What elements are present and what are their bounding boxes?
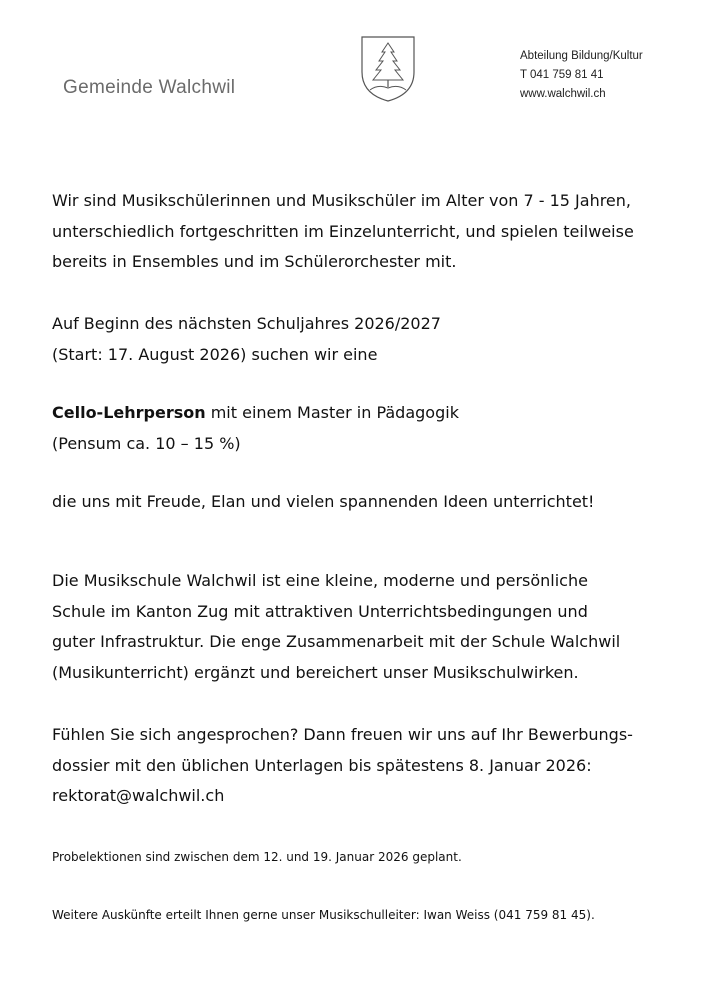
intro-paragraph — [52, 186, 692, 278]
school-line: (Musikunterricht) ergänzt und bereichert unser Musikschulwirken. — [52, 662, 579, 682]
department-phone: T 041 759 81 41 — [520, 69, 604, 81]
start-line: (Start: 17. August 2026) suchen wir eine — [52, 344, 378, 364]
trial-lessons-note: Probelektionen sind zwischen dem 12. und 19. Januar 2026 geplant. — [52, 850, 462, 864]
fir-tree-crest-icon — [358, 34, 418, 104]
position-qualification: mit einem Master in Pädagogik — [205, 403, 459, 422]
contact-note: Weitere Auskünfte erteilt Ihnen gerne unser Musikschulleiter: Iwan Weiss (041 759 81 45). — [52, 908, 595, 922]
position-line — [52, 398, 692, 429]
website-link[interactable]: www.walchwil.ch — [520, 88, 606, 100]
school-paragraph — [52, 566, 692, 688]
application-line: Fühlen Sie sich angesprochen? Dann freuen wir uns auf Ihr Bewerbungs- — [52, 725, 633, 744]
application-paragraph — [52, 720, 692, 812]
school-line: Schule im Kanton Zug mit attraktiven Unterrichtsbedingungen und — [52, 601, 588, 621]
email-link[interactable]: rektorat@walchwil.ch — [52, 786, 225, 805]
intro-line: Wir sind Musikschülerinnen und Musikschüler im Alter von 7 - 15 Jahren, — [52, 191, 631, 210]
position-paragraph — [52, 398, 692, 459]
start-paragraph — [52, 309, 692, 370]
department-contact — [520, 47, 643, 104]
school-line: guter Infrastruktur. Die enge Zusammenarbeit mit der Schule Walchwil — [52, 632, 621, 651]
motivation-paragraph — [52, 487, 692, 518]
workload-line: (Pensum ca. 10 – 15 %) — [52, 433, 241, 453]
organization-name: Gemeinde Walchwil — [63, 77, 236, 98]
position-title: Cello-Lehrperson — [52, 403, 206, 422]
school-line: Die Musikschule Walchwil ist eine kleine, moderne und persönliche — [52, 571, 588, 590]
start-line: Auf Beginn des nächsten Schuljahres 2026/2027 — [52, 314, 441, 333]
motivation-line: die uns mit Freude, Elan und vielen spannenden Ideen unterrichtet! — [52, 492, 595, 511]
department-name: Abteilung Bildung/Kultur — [520, 50, 643, 62]
intro-line: bereits in Ensembles und im Schülerorchester mit. — [52, 252, 457, 271]
application-line: dossier mit den üblichen Unterlagen bis spätestens 8. Januar 2026: — [52, 755, 592, 775]
intro-line: unterschiedlich fortgeschritten im Einzelunterricht, und spielen teilweise — [52, 221, 634, 241]
